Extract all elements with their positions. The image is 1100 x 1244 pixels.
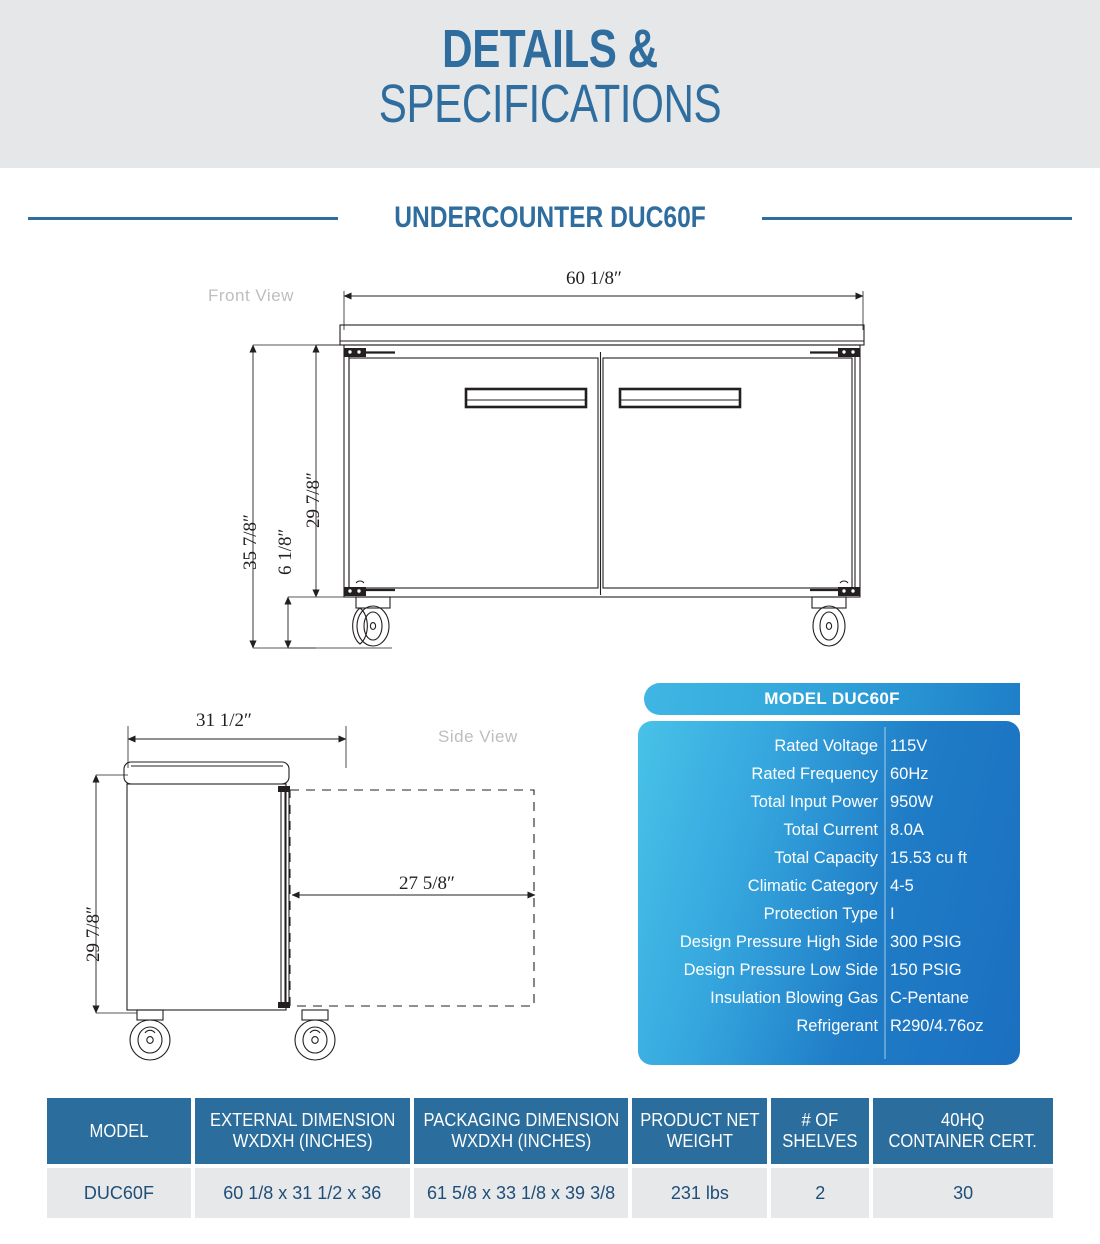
spec-row-value: I — [890, 904, 895, 923]
spec-row — [638, 956, 1020, 984]
spec-row-value: 60Hz — [890, 764, 929, 783]
front-view-label: Front View — [208, 286, 294, 305]
table-header-cell: EXTERNAL DIMENSION WXDXH (INCHES) — [195, 1098, 410, 1164]
spec-row — [638, 928, 1020, 956]
spec-row — [638, 1012, 1020, 1040]
table-data-cell: 60 1/8 x 31 1/2 x 36 — [195, 1168, 410, 1218]
table-data-cell: 61 5/8 x 33 1/8 x 39 3/8 — [414, 1168, 629, 1218]
table-data-cell: DUC60F — [47, 1168, 191, 1218]
page-title-line2: SPECIFICATIONS — [378, 74, 722, 134]
spec-row-label: Climatic Category — [747, 876, 878, 895]
section-title: UNDERCOUNTER DUC60F — [394, 201, 706, 234]
spec-row-label: Total Capacity — [774, 848, 878, 867]
spec-row-label: Design Pressure Low Side — [683, 960, 878, 979]
dim-side-height: 29 7/8″ — [83, 906, 104, 962]
spec-row — [638, 760, 1020, 788]
table-data-cell: 30 — [873, 1168, 1053, 1218]
table-row — [47, 1168, 1053, 1218]
dim-side-width: 31 1/2″ — [196, 710, 252, 731]
table-header-cell: MODEL — [47, 1098, 191, 1164]
page-title-line1: DETAILS & — [442, 19, 658, 79]
table-header-cell: # OF SHELVES — [771, 1098, 869, 1164]
table-header-cell: PACKAGING DIMENSION WXDXH (INCHES) — [414, 1098, 629, 1164]
table-header-cell: PRODUCT NET WEIGHT — [632, 1098, 767, 1164]
spec-row-value: R290/4.76oz — [890, 1016, 984, 1035]
table-header-row — [47, 1098, 1053, 1164]
divider-right — [762, 217, 1072, 220]
dim-front-cabinet-height: 29 7/8″ — [303, 472, 324, 528]
table-data-cell: 2 — [771, 1168, 869, 1218]
spec-row — [638, 984, 1020, 1012]
spec-summary-table — [47, 1098, 1053, 1218]
spec-row-value: 950W — [890, 792, 934, 811]
spec-row-label: Rated Voltage — [774, 736, 878, 755]
spec-row — [638, 816, 1020, 844]
dim-front-width: 60 1/8″ — [566, 268, 622, 289]
spec-row-label: Design Pressure High Side — [679, 932, 878, 951]
spec-row-label: Rated Frequency — [751, 764, 878, 783]
table-header-cell: 40HQ CONTAINER CERT. — [873, 1098, 1053, 1164]
spec-row-value: 8.0A — [890, 820, 924, 839]
spec-row — [638, 872, 1020, 900]
spec-row — [638, 788, 1020, 816]
spec-row-value: 300 PSIG — [890, 932, 962, 951]
spec-rows — [638, 732, 1020, 1040]
spec-row-value: 115V — [890, 736, 928, 755]
spec-row-value: 150 PSIG — [890, 960, 962, 979]
dim-side-door-swing: 27 5/8″ — [399, 873, 455, 894]
dim-front-total-height: 35 7/8″ — [240, 514, 261, 570]
spec-row — [638, 732, 1020, 760]
dim-front-base-height: 6 1/8″ — [275, 528, 296, 575]
spec-panel — [638, 683, 1020, 1065]
spec-row-value: 15.53 cu ft — [890, 848, 968, 867]
table-data-cell: 231 lbs — [632, 1168, 767, 1218]
spec-row-label: Total Current — [783, 820, 878, 839]
spec-row-label: Refrigerant — [796, 1016, 878, 1035]
spec-row — [638, 844, 1020, 872]
page-title — [121, 19, 979, 134]
spec-row-value: 4-5 — [890, 876, 914, 895]
spec-row-label: Protection Type — [763, 904, 878, 923]
section-title-row — [0, 197, 1100, 239]
spec-row-label: Insulation Blowing Gas — [710, 988, 878, 1007]
divider-left — [28, 217, 338, 220]
spec-row-label: Total Input Power — [750, 792, 878, 811]
spec-panel-title: MODEL DUC60F — [644, 683, 1020, 715]
side-view-label: Side View — [438, 727, 518, 746]
spec-row-value: C-Pentane — [890, 988, 969, 1007]
spec-panel-body — [638, 721, 1020, 1065]
spec-row — [638, 900, 1020, 928]
